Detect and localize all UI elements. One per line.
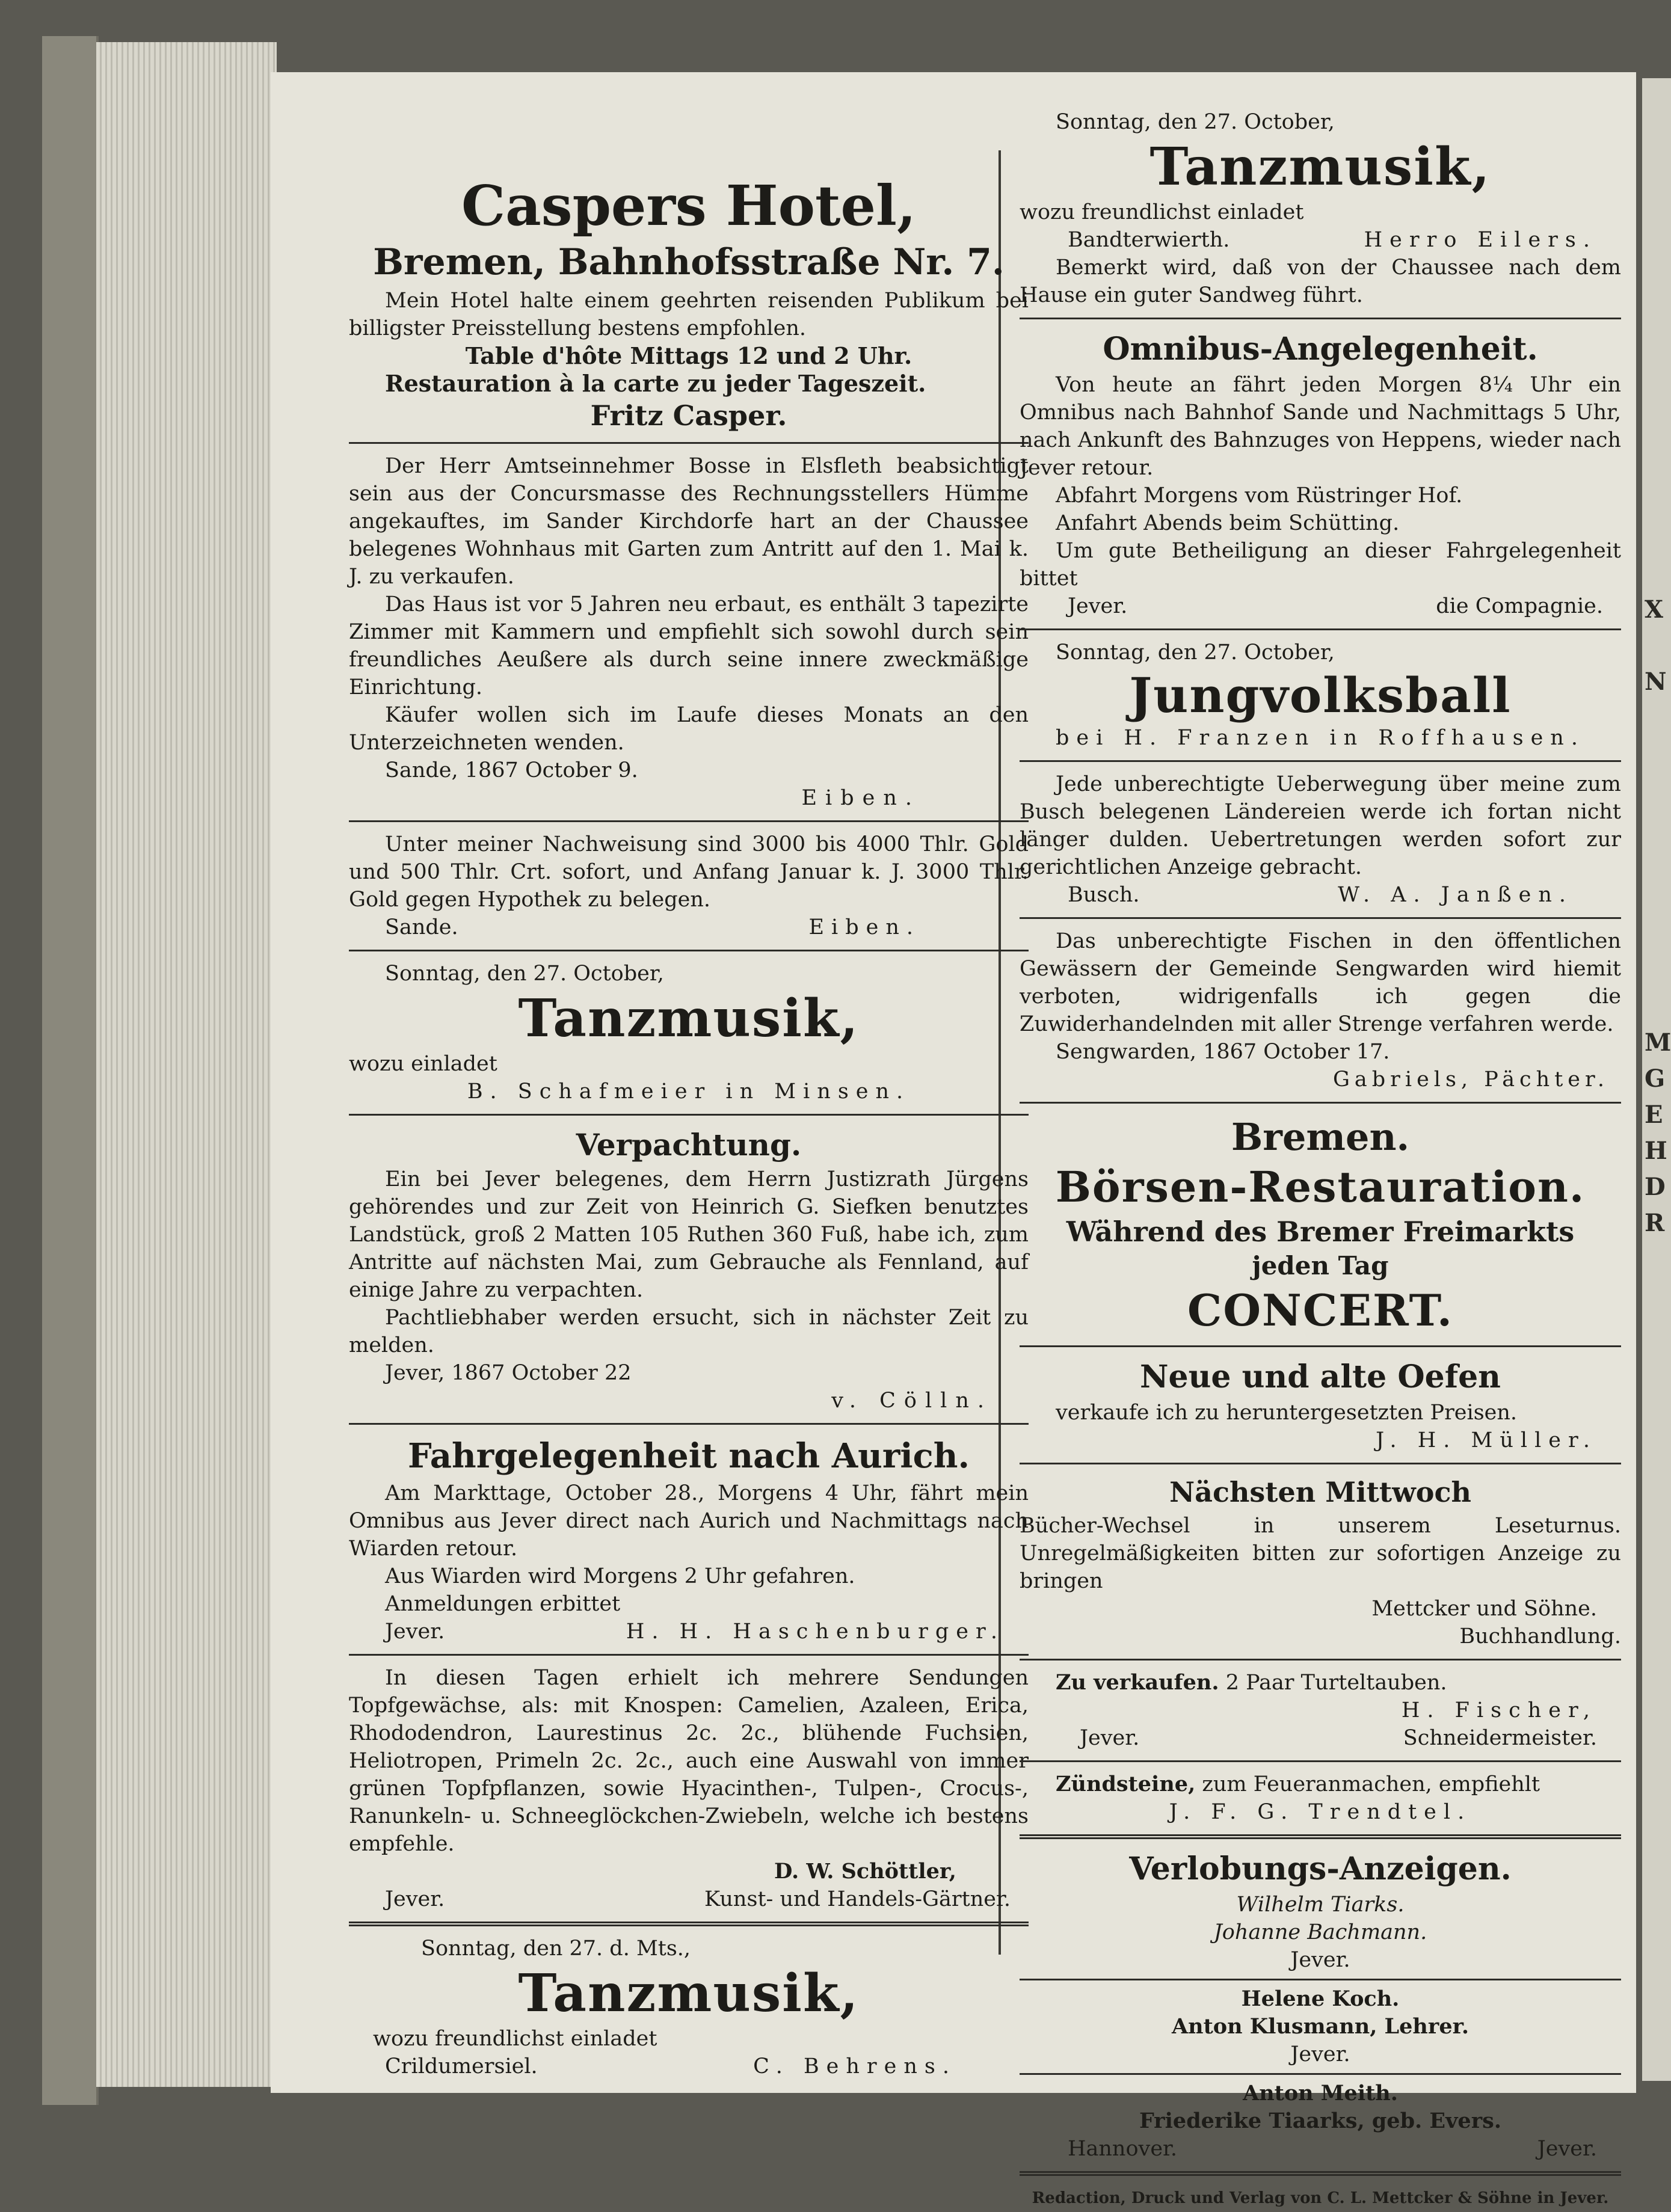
ad-name: Wilhelm Tiarks. — [1236, 1892, 1405, 1917]
ad-text: Restauration à la carte zu jeder Tageszeit. — [385, 369, 926, 397]
ad-bosse-house — [349, 442, 1029, 812]
next-page-letter: H — [1645, 1137, 1667, 1165]
ad-text: Der Herr Amtseinnehmer Bosse in Elsfleth beabsichtigt sein aus der Concursmasse des Rechnungsstellers Hümme angekauftes, im Sander Kirchdorfe hart an der Chaussee belegenes Wohnhaus mit Garten zum Antritt auf den 1. Mai k. J. zu verkaufen. — [349, 453, 1029, 589]
newspaper-page — [271, 72, 1636, 2207]
ad-text: Anfahrt Abends beim Schütting. — [1056, 511, 1400, 535]
ad-signature: C. Behrens. — [753, 2054, 956, 2078]
ad-text: wozu einladet — [349, 1051, 497, 1076]
ad-place: Jever. — [1290, 1947, 1350, 1972]
next-page-letter: D — [1645, 1173, 1666, 1201]
ad-signature: Schneidermeister. — [1403, 1725, 1597, 1750]
ad-signature: Buchhandlung. — [1459, 1624, 1621, 1648]
ad-turteltauben — [1020, 1659, 1621, 1752]
ad-busch — [1020, 760, 1621, 909]
imprint-footer — [1020, 2171, 1621, 2212]
ad-text: Table d'hôte Mittags 12 und 2 Uhr. — [465, 342, 912, 369]
ad-name: Anton Klusmann, Lehrer. — [1171, 2014, 1469, 2039]
ad-text: 2 Paar Turteltauben. — [1225, 1670, 1447, 1695]
ad-gold-loan — [349, 820, 1029, 941]
ad-signature: Eiben. — [808, 915, 920, 939]
ad-zuendsteine — [1020, 1760, 1621, 1826]
ad-text: Um gute Betheiligung an dieser Fahrgelegenheit bittet — [1020, 538, 1621, 591]
ad-signature: B. Schafmeier in Minsen. — [467, 1079, 911, 1104]
ad-signature: W. A. Janßen. — [1338, 882, 1573, 907]
ad-oefen — [1020, 1345, 1621, 1454]
ad-text: wozu freundlichst einladet — [1020, 200, 1304, 224]
ad-place: Hannover. — [1068, 2136, 1178, 2161]
ad-signature: Eiben. — [801, 785, 920, 810]
next-page-edge — [1642, 78, 1671, 2081]
ad-text: bei H. Franzen in Roffhausen. — [1056, 725, 1585, 750]
ad-text: Bemerkt wird, daß von der Chaussee nach dem Hause ein guter Sandweg führt. — [1020, 256, 1621, 307]
ad-place: Bandterwierth. — [1068, 228, 1230, 252]
ad-place: Jever. — [1537, 2136, 1597, 2161]
next-page-letter: G — [1645, 1065, 1666, 1093]
ad-text: Pachtliebhaber werden ersucht, sich in nächster Zeit zu melden. — [349, 1306, 1029, 1358]
ad-text: Das Haus ist vor 5 Jahren neu erbaut, es enthält 3 tapezirte Zimmer mit Kammern und empfiehlt sich sowohl durch sein freundliches Aeußere als durch seine innere zweckmäßige Einrichtung. — [349, 592, 1029, 699]
ad-text: In diesen Tagen erhielt ich mehrere Sendungen Topfgewächse, als: mit Knospen: Camelien, Azaleen, Erica, Rhododendron, Laurestinus 2c. 2c., blühende Fuchsien, Heliotropen, Primeln 2c. 2c., auch eine Auswahl von immer grünen Topfpflanzen, sowie Hyacinthen-, Tulpen-, Crocus-, Ranunkeln- u. Schneeglöckchen-Zwiebeln, welche ich bestens empfehle. — [349, 1665, 1029, 1856]
ad-signature: v. Cölln. — [831, 1389, 992, 1413]
ad-signature: Kunst- und Handels-Gärtner. — [704, 1887, 1011, 1911]
ad-place: Jever. — [385, 1619, 445, 1644]
ad-text: verkaufe ich zu heruntergesetzten Preisen. — [1056, 1401, 1518, 1425]
ad-text: Käufer wollen sich im Laufe dieses Monats an den Unterzeichneten wenden. — [349, 702, 1029, 755]
ad-title: Verlobungs-Anzeigen. — [1129, 1850, 1512, 1887]
book-spine — [42, 36, 99, 2105]
ad-date: Sonntag, den 27. d. Mts., — [421, 1936, 691, 1961]
ad-title: Börsen-Restauration. — [1055, 1162, 1586, 1212]
right-column — [1020, 108, 1621, 2212]
ad-tanzmusik-bandterwierth — [1020, 108, 1621, 309]
ad-topfgewaechse — [349, 1654, 1029, 1913]
ad-text: Während des Bremer Freimarkts — [1066, 1215, 1575, 1249]
ad-signature: Gabriels, Pächter. — [1332, 1067, 1609, 1092]
ad-title: Jungvolksball — [1129, 666, 1512, 724]
ad-title: Verpachtung. — [576, 1126, 802, 1163]
ad-place: Sande. — [385, 915, 458, 939]
ad-verpachtung — [349, 1114, 1029, 1415]
ad-title: Omnibus-Angelegenheit. — [1103, 331, 1538, 367]
ad-subtitle: Bremen, Bahnhofsstraße Nr. 7. — [373, 241, 1005, 283]
ad-tanzmusik-minsen — [349, 950, 1029, 1105]
ad-title: Fahrgelegenheit nach Aurich. — [408, 1436, 970, 1476]
ad-place: Jever. — [385, 1887, 445, 1911]
next-page-letter: X — [1645, 595, 1664, 624]
ad-title: Nächsten Mittwoch — [1169, 1476, 1471, 1509]
ad-place: Sengwarden, 1867 October 17. — [1056, 1039, 1390, 1064]
ad-text: Mein Hotel halte einem geehrten reisenden Publikum bei billigster Preisstellung bestens empfohlen. — [349, 288, 1029, 340]
ad-name: Friederike Tiaarks, geb. Evers. — [1139, 2108, 1502, 2133]
ad-jungvolksball — [1020, 628, 1621, 752]
ad-signature: Fritz Casper. — [590, 399, 787, 432]
next-page-letter: N — [1645, 668, 1667, 696]
ad-fahrgelegenheit-aurich — [349, 1423, 1029, 1645]
ad-name: Helene Koch. — [1241, 1986, 1400, 2011]
ad-signature: Herro Eilers. — [1364, 228, 1597, 252]
next-page-letter: M — [1645, 1028, 1671, 1057]
ad-place: Jever, 1867 October 22 — [385, 1361, 632, 1386]
ad-caspers-hotel — [349, 174, 1029, 434]
ad-title: Tanzmusik, — [1149, 137, 1491, 197]
ad-title: Tanzmusik, — [518, 988, 860, 1049]
ad-boersen-restauration — [1020, 1102, 1621, 1337]
ad-title: Tanzmusik, — [518, 1962, 860, 2024]
ad-signature: H. Fischer, — [1401, 1698, 1597, 1722]
ad-text: Ein bei Jever belegenes, dem Herrn Justizrath Jürgens gehörendes und zur Zeit von Heinrich G. Siefken benutztes Landstück, groß 2 Matten 105 Ruthen 360 Fuß, habe ich, zum Antritte auf nächsten Mai, zum Gebrauche als Fennland, auf einige Jahre zu verpachten. — [349, 1167, 1029, 1303]
ad-date: Sonntag, den 27. October, — [385, 961, 664, 986]
ad-signature: D. W. Schöttler, — [774, 1858, 956, 1884]
next-page-letter: E — [1645, 1101, 1663, 1129]
ad-text: wozu freundlichst einladet — [373, 2026, 657, 2051]
ad-text: Das unberechtigte Fischen in den öffentlichen Gewässern der Gemeinde Sengwarden wird hiemit verboten, widrigenfalls ich gegen die Zuwiderhandelnden mit aller Strenge verfahren werde. — [1020, 929, 1621, 1036]
ad-date: Sonntag, den 27. October, — [1056, 110, 1335, 134]
ad-signature: H. H. Haschenburger. — [626, 1619, 1005, 1644]
ad-tanzmusik-crildumersiel — [349, 1922, 1029, 2080]
ad-city: Bremen. — [1231, 1114, 1410, 1159]
ad-signature: die Compagnie. — [1436, 594, 1603, 618]
ad-signature: Mettcker und Söhne. — [1371, 1596, 1597, 1621]
ad-date: Sonntag, den 27. October, — [1056, 640, 1335, 665]
ad-head: Zündsteine, — [1056, 1771, 1196, 1796]
ad-signature: J. F. G. Trendtel. — [1169, 1799, 1472, 1824]
ad-place: Sande, 1867 October 9. — [385, 758, 638, 782]
left-column — [349, 108, 1029, 2080]
ad-concert: CONCERT. — [1187, 1285, 1453, 1336]
ad-text: Von heute an fährt jeden Morgen 8¼ Uhr ein Omnibus nach Bahnhof Sande und Nachmittags 5 Uhr, nach Ankunft des Bahnzuges von Heppens, wieder nach Jever retour. — [1020, 372, 1621, 480]
ad-name: Anton Meith. — [1243, 2080, 1398, 2106]
ad-omnibus — [1020, 318, 1621, 620]
ad-text: zum Feueranmachen, empfiehlt — [1202, 1772, 1540, 1796]
ad-title: Neue und alte Oefen — [1140, 1359, 1501, 1396]
imprint-text: Redaction, Druck und Verlag von C. L. Mettcker & Söhne in Jever. — [1032, 2189, 1609, 2207]
ad-text: Abfahrt Morgens vom Rüstringer Hof. — [1056, 483, 1463, 508]
ad-text: jeden Tag — [1252, 1250, 1389, 1280]
page-edges — [96, 42, 277, 2087]
ad-text: Aus Wiarden wird Morgens 2 Uhr gefahren. — [385, 1564, 855, 1588]
ad-title: Caspers Hotel, — [461, 173, 917, 238]
ad-verlobungs-anzeigen — [1020, 1834, 1621, 2163]
next-page-letter: R — [1645, 1209, 1665, 1237]
ad-text: Anmeldungen erbittet — [385, 1591, 621, 1616]
ad-place: Crildumersiel. — [385, 2054, 538, 2078]
ad-text: Bücher-Wechsel in unserem Leseturnus. Unregelmäßigkeiten bitten zur sofortigen Anzeige zu bringen — [1020, 1513, 1621, 1593]
ad-mittwoch — [1020, 1463, 1621, 1650]
ad-signature: J. H. Müller. — [1376, 1428, 1597, 1453]
ad-name: Johanne Bachmann. — [1213, 1920, 1427, 1944]
ad-text: Am Markttage, October 28., Morgens 4 Uhr, fährt mein Omnibus aus Jever direct nach Aurich und Nachmittags nach Wiarden retour. — [349, 1481, 1029, 1561]
ad-place: Jever. — [1290, 2042, 1350, 2066]
ad-place: Jever. — [1068, 594, 1128, 618]
ad-head: Zu verkaufen. — [1056, 1670, 1219, 1695]
ad-text: Unter meiner Nachweisung sind 3000 bis 4000 Thlr. Gold und 500 Thlr. Crt. sofort, und Anfang Januar k. J. 3000 Thlr. Gold gegen Hypothek zu belegen. — [349, 832, 1029, 912]
ad-fischen — [1020, 917, 1621, 1093]
ad-place: Busch. — [1068, 882, 1140, 907]
ad-place: Jever. — [1080, 1725, 1140, 1750]
ad-text: Jede unberechtigte Ueberwegung über meine zum Busch belegenen Ländereien werde ich fortan nicht länger dulden. Uebertretungen werden sofort zur gerichtlichen Anzeige gebracht. — [1020, 772, 1621, 879]
